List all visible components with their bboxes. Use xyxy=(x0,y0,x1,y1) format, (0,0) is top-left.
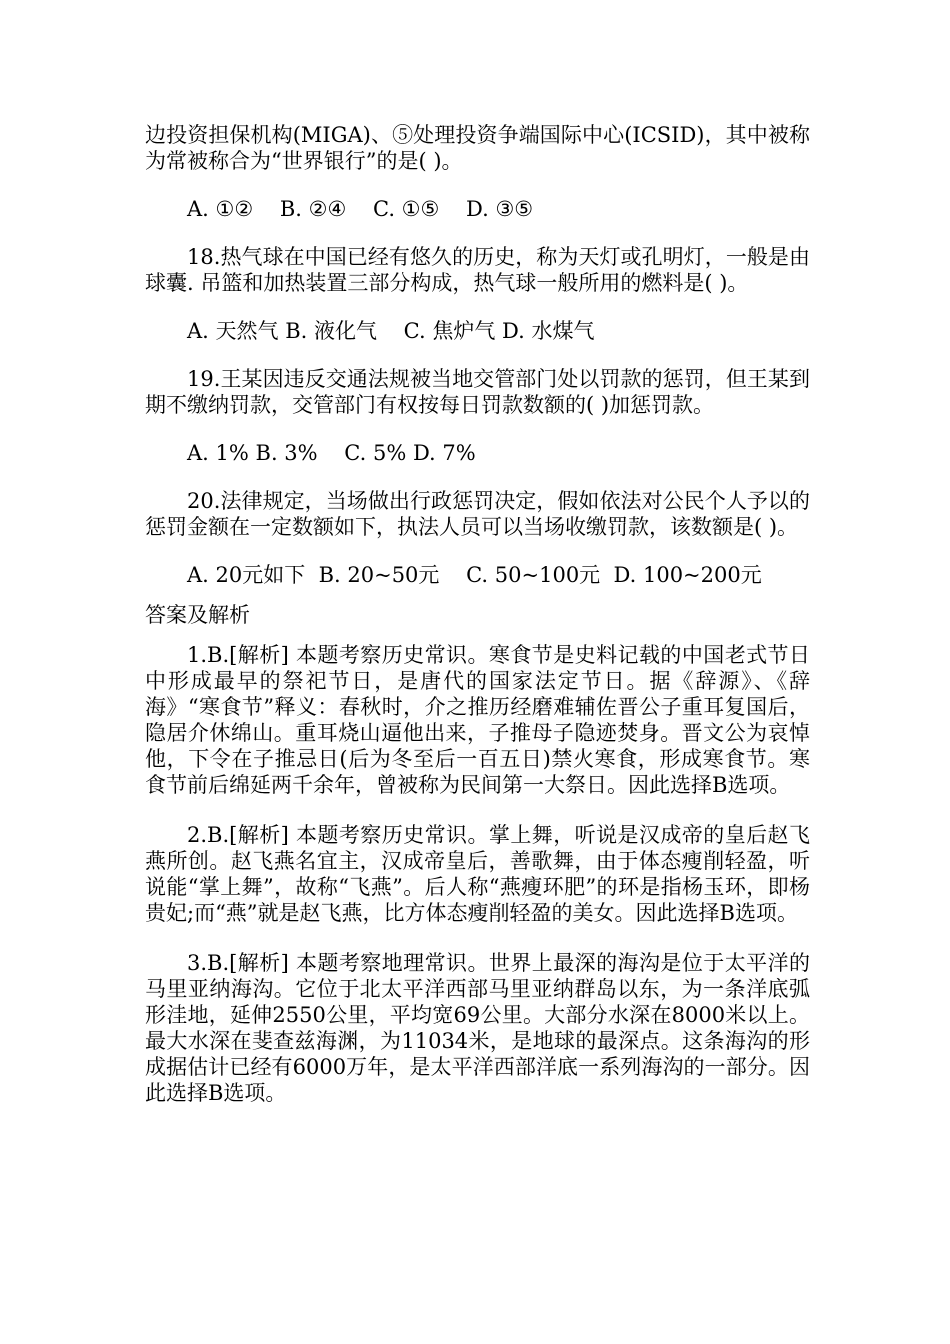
explanation-3: 3.B.[解析] 本题考察地理常识。世界上最深的海沟是位于太平洋的马里亚纳海沟。它位于北太平洋西部马里亚纳群岛以东，为一条洋底弧形洼地，延伸2550公里，平均宽69公里。大部分水深在8000米以上。最大水深在斐查兹海渊，为11034米，是地球的最深点。这条海沟的形成据估计已经有6000万年，是太平洋西部洋底一系列海沟的一部分。因此选择B选项。 xyxy=(145,951,810,1105)
question-20-options: A. 20元如下 B. 20~50元 C. 50~100元 D. 100~200元 xyxy=(187,563,762,587)
question-19-options: A. 1% B. 3% C. 5% D. 7% xyxy=(187,441,476,465)
question-18: 18.热气球在中国已经有悠久的历史，称为天灯或孔明灯，一般是由球囊. 吊篮和加热装置三部分构成，热气球一般所用的燃料是( )。 xyxy=(145,245,810,295)
document-body xyxy=(145,122,810,1106)
explanation-2: 2.B.[解析] 本题考察历史常识。掌上舞，听说是汉成帝的皇后赵飞燕所创。赵飞燕名宜主，汉成帝皇后，善歌舞，由于体态瘦削轻盈，听说能“掌上舞”，故称“飞燕”。后人称“燕瘦环肥”的环是指杨玉环，即杨贵妃;而“燕”就是赵飞燕，比方体态瘦削轻盈的美女。因此选择B选项。 xyxy=(145,823,810,925)
question-17-options: A. ①② B. ②④ C. ①⑤ D. ③⑤ xyxy=(187,197,534,221)
question-18-options: A. 天然气 B. 液化气 C. 焦炉气 D. 水煤气 xyxy=(187,319,595,343)
question-19: 19.王某因违反交通法规被当地交管部门处以罚款的惩罚，但王某到期不缴纳罚款，交管部门有权按每日罚款数额的( )加惩罚款。 xyxy=(145,367,810,417)
explanation-1: 1.B.[解析] 本题考察历史常识。寒食节是史料记载的中国老式节日中形成最早的祭祀节日，是唐代的国家法定节日。据《辞源》、《辞海》“寒食节”释义：春秋时，介之推历经磨难辅佐晋公子重耳复国后，隐居介休绵山。重耳烧山逼他出来，子推母子隐迹焚身。晋文公为哀悼他，下令在子推忌日(后为冬至后一百五日)禁火寒食，形成寒食节。寒食节前后绵延两千余年，曾被称为民间第一大祭日。因此选择B选项。 xyxy=(145,643,810,797)
answers-heading: 答案及解析 xyxy=(145,603,250,627)
question-17-tail: 边投资担保机构(MIGA)、⑤处理投资争端国际中心(ICSID)，其中被称为常被称合为“世界银行”的是( )。 xyxy=(145,123,810,173)
question-20: 20.法律规定，当场做出行政惩罚决定，假如依法对公民个人予以的惩罚金额在一定数额如下，执法人员可以当场收缴罚款，该数额是( )。 xyxy=(145,489,810,539)
